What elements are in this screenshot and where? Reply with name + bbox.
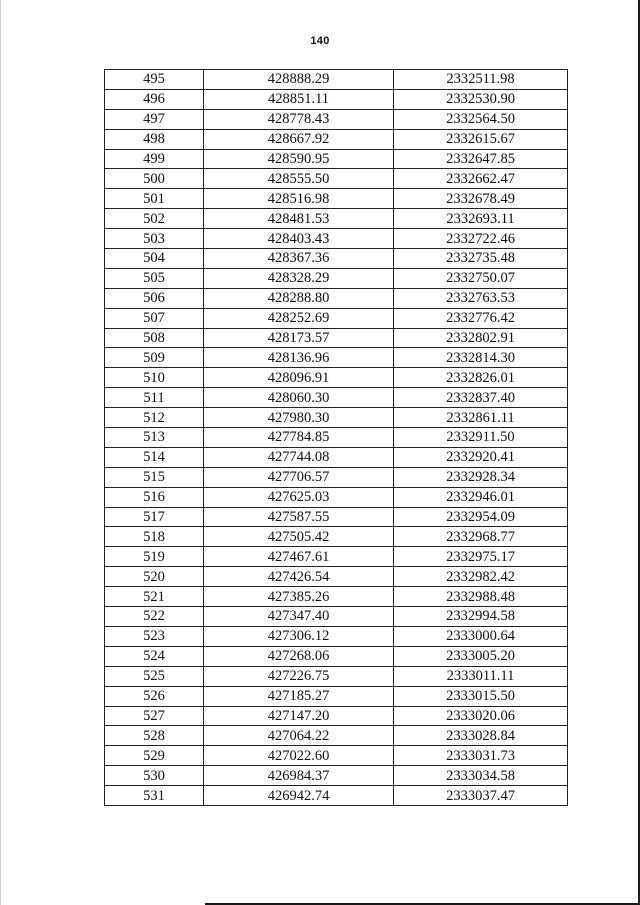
point-number-cell: 504 xyxy=(105,249,204,269)
table-row xyxy=(105,249,568,269)
y-coordinate-cell: 2332946.01 xyxy=(394,487,568,507)
x-coordinate-cell: 428328.29 xyxy=(204,268,394,288)
table-row xyxy=(105,149,568,169)
table-row xyxy=(105,328,568,348)
scan-edge-left xyxy=(0,0,1,905)
point-number-cell: 527 xyxy=(105,706,204,726)
x-coordinate-cell: 427347.40 xyxy=(204,607,394,627)
x-coordinate-cell: 427268.06 xyxy=(204,646,394,666)
point-number-cell: 496 xyxy=(105,89,204,109)
x-coordinate-cell: 426984.37 xyxy=(204,766,394,786)
table-row xyxy=(105,388,568,408)
point-number-cell: 523 xyxy=(105,626,204,646)
y-coordinate-cell: 2333015.50 xyxy=(394,686,568,706)
y-coordinate-cell: 2332802.91 xyxy=(394,328,568,348)
table-row xyxy=(105,109,568,129)
x-coordinate-cell: 428096.91 xyxy=(204,368,394,388)
y-coordinate-cell: 2332911.50 xyxy=(394,428,568,448)
y-coordinate-cell: 2332954.09 xyxy=(394,507,568,527)
table-row xyxy=(105,507,568,527)
table-row xyxy=(105,268,568,288)
x-coordinate-cell: 427185.27 xyxy=(204,686,394,706)
table-row xyxy=(105,288,568,308)
x-coordinate-cell: 427467.61 xyxy=(204,547,394,567)
table-row xyxy=(105,229,568,249)
y-coordinate-cell: 2332994.58 xyxy=(394,607,568,627)
point-number-cell: 495 xyxy=(105,70,204,90)
point-number-cell: 507 xyxy=(105,308,204,328)
x-coordinate-cell: 428516.98 xyxy=(204,189,394,209)
x-coordinate-cell: 428555.50 xyxy=(204,169,394,189)
y-coordinate-cell: 2332693.11 xyxy=(394,209,568,229)
coordinates-table xyxy=(104,69,568,806)
y-coordinate-cell: 2332968.77 xyxy=(394,527,568,547)
point-number-cell: 508 xyxy=(105,328,204,348)
point-number-cell: 515 xyxy=(105,467,204,487)
y-coordinate-cell: 2332975.17 xyxy=(394,547,568,567)
table-row xyxy=(105,209,568,229)
y-coordinate-cell: 2332861.11 xyxy=(394,408,568,428)
x-coordinate-cell: 428590.95 xyxy=(204,149,394,169)
y-coordinate-cell: 2332530.90 xyxy=(394,89,568,109)
x-coordinate-cell: 427587.55 xyxy=(204,507,394,527)
table-row xyxy=(105,786,568,806)
table-row xyxy=(105,348,568,368)
x-coordinate-cell: 427226.75 xyxy=(204,666,394,686)
y-coordinate-cell: 2333020.06 xyxy=(394,706,568,726)
table-row xyxy=(105,746,568,766)
y-coordinate-cell: 2332763.53 xyxy=(394,288,568,308)
x-coordinate-cell: 428888.29 xyxy=(204,70,394,90)
point-number-cell: 503 xyxy=(105,229,204,249)
y-coordinate-cell: 2332678.49 xyxy=(394,189,568,209)
table-row xyxy=(105,547,568,567)
x-coordinate-cell: 428173.57 xyxy=(204,328,394,348)
table-row xyxy=(105,169,568,189)
y-coordinate-cell: 2332826.01 xyxy=(394,368,568,388)
point-number-cell: 520 xyxy=(105,567,204,587)
table-row xyxy=(105,686,568,706)
y-coordinate-cell: 2333011.11 xyxy=(394,666,568,686)
point-number-cell: 502 xyxy=(105,209,204,229)
point-number-cell: 506 xyxy=(105,288,204,308)
y-coordinate-cell: 2332647.85 xyxy=(394,149,568,169)
y-coordinate-cell: 2332615.67 xyxy=(394,129,568,149)
point-number-cell: 497 xyxy=(105,109,204,129)
y-coordinate-cell: 2332814.30 xyxy=(394,348,568,368)
y-coordinate-cell: 2332564.50 xyxy=(394,109,568,129)
point-number-cell: 498 xyxy=(105,129,204,149)
x-coordinate-cell: 427744.08 xyxy=(204,447,394,467)
y-coordinate-cell: 2332776.42 xyxy=(394,308,568,328)
point-number-cell: 499 xyxy=(105,149,204,169)
x-coordinate-cell: 427980.30 xyxy=(204,408,394,428)
y-coordinate-cell: 2332837.40 xyxy=(394,388,568,408)
table-row xyxy=(105,89,568,109)
table-row xyxy=(105,706,568,726)
y-coordinate-cell: 2333037.47 xyxy=(394,786,568,806)
table-row xyxy=(105,308,568,328)
point-number-cell: 529 xyxy=(105,746,204,766)
point-number-cell: 530 xyxy=(105,766,204,786)
table-row xyxy=(105,527,568,547)
x-coordinate-cell: 427147.20 xyxy=(204,706,394,726)
x-coordinate-cell: 427064.22 xyxy=(204,726,394,746)
point-number-cell: 525 xyxy=(105,666,204,686)
table-row xyxy=(105,428,568,448)
table-row xyxy=(105,129,568,149)
table-row xyxy=(105,607,568,627)
x-coordinate-cell: 428252.69 xyxy=(204,308,394,328)
y-coordinate-cell: 2332750.07 xyxy=(394,268,568,288)
table-row xyxy=(105,487,568,507)
x-coordinate-cell: 428403.43 xyxy=(204,229,394,249)
table-row xyxy=(105,726,568,746)
y-coordinate-cell: 2333031.73 xyxy=(394,746,568,766)
x-coordinate-cell: 427022.60 xyxy=(204,746,394,766)
point-number-cell: 516 xyxy=(105,487,204,507)
x-coordinate-cell: 427426.54 xyxy=(204,567,394,587)
y-coordinate-cell: 2332988.48 xyxy=(394,587,568,607)
point-number-cell: 526 xyxy=(105,686,204,706)
point-number-cell: 500 xyxy=(105,169,204,189)
x-coordinate-cell: 428481.53 xyxy=(204,209,394,229)
point-number-cell: 521 xyxy=(105,587,204,607)
table-row xyxy=(105,447,568,467)
x-coordinate-cell: 427706.57 xyxy=(204,467,394,487)
table-row xyxy=(105,567,568,587)
point-number-cell: 505 xyxy=(105,268,204,288)
x-coordinate-cell: 427385.26 xyxy=(204,587,394,607)
y-coordinate-cell: 2332982.42 xyxy=(394,567,568,587)
x-coordinate-cell: 428136.96 xyxy=(204,348,394,368)
point-number-cell: 524 xyxy=(105,646,204,666)
y-coordinate-cell: 2332928.34 xyxy=(394,467,568,487)
point-number-cell: 517 xyxy=(105,507,204,527)
table-row xyxy=(105,666,568,686)
point-number-cell: 501 xyxy=(105,189,204,209)
point-number-cell: 514 xyxy=(105,447,204,467)
x-coordinate-cell: 427625.03 xyxy=(204,487,394,507)
y-coordinate-cell: 2333028.84 xyxy=(394,726,568,746)
x-coordinate-cell: 428288.80 xyxy=(204,288,394,308)
x-coordinate-cell: 428367.36 xyxy=(204,249,394,269)
table-row xyxy=(105,368,568,388)
y-coordinate-cell: 2333034.58 xyxy=(394,766,568,786)
point-number-cell: 519 xyxy=(105,547,204,567)
point-number-cell: 510 xyxy=(105,368,204,388)
point-number-cell: 511 xyxy=(105,388,204,408)
x-coordinate-cell: 428851.11 xyxy=(204,89,394,109)
table-row xyxy=(105,587,568,607)
y-coordinate-cell: 2332662.47 xyxy=(394,169,568,189)
table-row xyxy=(105,766,568,786)
page-number: 140 xyxy=(310,35,330,47)
y-coordinate-cell: 2332722.46 xyxy=(394,229,568,249)
y-coordinate-cell: 2332511.98 xyxy=(394,70,568,90)
point-number-cell: 528 xyxy=(105,726,204,746)
coordinates-table-body xyxy=(105,70,568,806)
point-number-cell: 518 xyxy=(105,527,204,547)
point-number-cell: 509 xyxy=(105,348,204,368)
point-number-cell: 531 xyxy=(105,786,204,806)
x-coordinate-cell: 426942.74 xyxy=(204,786,394,806)
y-coordinate-cell: 2332920.41 xyxy=(394,447,568,467)
point-number-cell: 513 xyxy=(105,428,204,448)
y-coordinate-cell: 2333005.20 xyxy=(394,646,568,666)
y-coordinate-cell: 2333000.64 xyxy=(394,626,568,646)
x-coordinate-cell: 427784.85 xyxy=(204,428,394,448)
table-row xyxy=(105,467,568,487)
table-row xyxy=(105,646,568,666)
x-coordinate-cell: 427505.42 xyxy=(204,527,394,547)
y-coordinate-cell: 2332735.48 xyxy=(394,249,568,269)
point-number-cell: 522 xyxy=(105,607,204,627)
table-row xyxy=(105,70,568,90)
x-coordinate-cell: 428667.92 xyxy=(204,129,394,149)
table-row xyxy=(105,626,568,646)
x-coordinate-cell: 428060.30 xyxy=(204,388,394,408)
table-row xyxy=(105,408,568,428)
table-row xyxy=(105,189,568,209)
x-coordinate-cell: 428778.43 xyxy=(204,109,394,129)
point-number-cell: 512 xyxy=(105,408,204,428)
x-coordinate-cell: 427306.12 xyxy=(204,626,394,646)
